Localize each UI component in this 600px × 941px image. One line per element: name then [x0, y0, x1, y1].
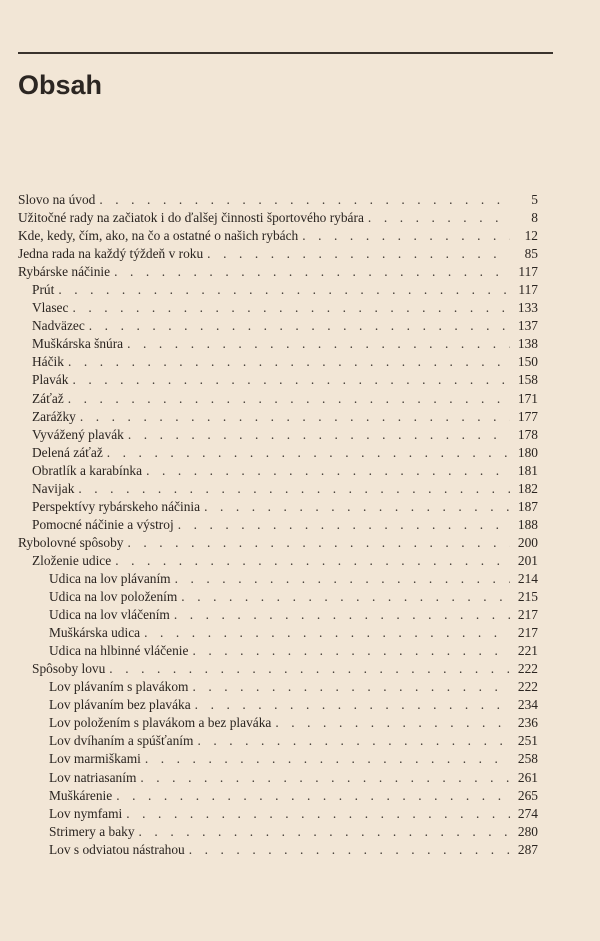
dot-leader — [89, 317, 510, 335]
toc-entry-page: 182 — [517, 480, 538, 496]
toc-entry-page: 8 — [531, 210, 538, 226]
toc-entry-page: 201 — [517, 552, 538, 568]
toc-entry-title: Nadväzec — [32, 318, 85, 334]
toc-entry-title: Zarážky — [32, 408, 76, 424]
toc-entry — [18, 227, 538, 245]
toc-entry-page: 221 — [517, 643, 538, 659]
toc-entry-title: Vyvážený plavák — [32, 426, 124, 442]
dot-leader — [146, 462, 510, 480]
toc-entry — [18, 552, 538, 570]
dot-leader — [174, 606, 510, 624]
toc-entry-title: Háčik — [32, 354, 64, 370]
toc-entry-title: Udica na hlbinné vláčenie — [49, 643, 189, 659]
toc-entry-title: Muškárenie — [49, 787, 113, 803]
toc-entry-page: 265 — [517, 787, 538, 803]
toc-entry — [18, 335, 538, 353]
toc-entry — [18, 841, 538, 859]
toc-entry-page: 222 — [517, 661, 538, 677]
toc-entry — [18, 408, 538, 426]
toc-entry-title: Obratlík a karabínka — [32, 462, 143, 478]
toc-entry — [18, 263, 538, 281]
toc-entry-title: Muškárska udica — [49, 625, 141, 641]
toc-entry-page: 217 — [517, 625, 538, 641]
dot-leader — [68, 353, 510, 371]
dot-leader — [192, 642, 510, 660]
toc-entry — [18, 606, 538, 624]
toc-entry-title: Strimery a baky — [49, 823, 135, 839]
dot-leader — [204, 498, 510, 516]
toc-entry — [18, 714, 538, 732]
toc-entry — [18, 516, 538, 534]
toc-entry-page: 171 — [517, 390, 538, 406]
toc-entry-page: 215 — [517, 589, 538, 605]
toc-entry-title: Jedna rada na každý týždeň v roku — [18, 246, 204, 262]
toc-entry-page: 187 — [517, 498, 538, 514]
toc-entry-title: Lov nymfami — [49, 805, 123, 821]
toc-entry-title: Prút — [32, 282, 55, 298]
dot-leader — [302, 227, 510, 245]
dot-leader — [178, 516, 510, 534]
toc-entry-title: Delená záťaž — [32, 444, 103, 460]
toc-entry-page: 261 — [517, 769, 538, 785]
toc-entry — [18, 787, 538, 805]
toc-entry-page: 251 — [517, 733, 538, 749]
toc-entry-title: Plavák — [32, 372, 69, 388]
toc-entry-title: Kde, kedy, čím, ako, na čo a ostatné o našich rybách — [18, 228, 299, 244]
toc-entry-page: 274 — [517, 805, 538, 821]
toc-entry — [18, 534, 538, 552]
toc-entry-page: 85 — [524, 246, 538, 262]
toc-entry — [18, 426, 538, 444]
toc-entry-page: 280 — [517, 823, 538, 839]
dot-leader — [197, 732, 510, 750]
toc-entry — [18, 823, 538, 841]
dot-leader — [145, 750, 510, 768]
dot-leader — [114, 263, 510, 281]
dot-leader — [207, 245, 510, 263]
dot-leader — [78, 480, 510, 498]
dot-leader — [127, 534, 510, 552]
toc-entry-title: Lov s odviatou nástrahou — [49, 841, 185, 857]
toc-entry-page: 5 — [531, 192, 538, 207]
dot-leader — [368, 209, 510, 227]
toc-entry — [18, 444, 538, 462]
toc-entry — [18, 750, 538, 768]
toc-entry-title: Udica na lov položením — [49, 589, 178, 605]
toc-entry — [18, 570, 538, 588]
toc-entry-page: 117 — [518, 282, 538, 298]
toc-entry-title: Udica na lov plávaním — [49, 570, 171, 586]
dot-leader — [127, 335, 510, 353]
toc-entry — [18, 678, 538, 696]
toc-entry-title: Lov dvíhaním a spúšťaním — [49, 733, 194, 749]
toc-entry-title: Lov plávaním s plavákom — [49, 679, 189, 695]
toc-entry-title: Udica na lov vláčením — [49, 607, 170, 623]
toc-entry-page: 158 — [517, 372, 538, 388]
dot-leader — [192, 678, 510, 696]
toc-entry — [18, 769, 538, 787]
toc-entry-page: 287 — [517, 841, 538, 857]
toc-entry-page: 258 — [517, 751, 538, 767]
toc-entry — [18, 317, 538, 335]
toc-entry-title: Rybolovné spôsoby — [18, 534, 124, 550]
table-of-contents — [18, 191, 538, 859]
toc-entry — [18, 281, 538, 299]
toc-entry-page: 188 — [517, 516, 538, 532]
toc-entry-page: 236 — [517, 715, 538, 731]
toc-entry-title: Navijak — [32, 480, 75, 496]
dot-leader — [139, 823, 510, 841]
toc-entry-title: Pomocné náčinie a výstroj — [32, 516, 174, 532]
toc-entry — [18, 588, 538, 606]
dot-leader — [275, 714, 510, 732]
toc-entry-title: Užitočné rady na začiatok i do ďalšej činnosti športového rybára — [18, 210, 364, 226]
toc-entry-page: 133 — [517, 300, 538, 316]
toc-entry-page: 222 — [517, 679, 538, 695]
dot-leader — [107, 444, 510, 462]
toc-entry-page: 200 — [517, 534, 538, 550]
page-title: Obsah — [18, 70, 103, 100]
toc-entry-title: Perspektívy rybárskeho náčinia — [32, 498, 201, 514]
toc-entry — [18, 805, 538, 823]
toc-entry-page: 181 — [517, 462, 538, 478]
toc-entry-page: 138 — [517, 336, 538, 352]
dot-leader — [126, 805, 510, 823]
toc-entry — [18, 498, 538, 516]
header-rule — [18, 52, 553, 54]
toc-entry — [18, 209, 538, 227]
toc-entry-page: 137 — [517, 318, 538, 334]
toc-entry — [18, 390, 538, 408]
dot-leader — [72, 371, 510, 389]
toc-entry-page: 217 — [517, 607, 538, 623]
dot-leader — [72, 299, 510, 317]
toc-entry — [18, 299, 538, 317]
toc-entry-page: 178 — [517, 426, 538, 442]
dot-leader — [128, 426, 510, 444]
toc-entry — [18, 245, 538, 263]
toc-entry-page: 12 — [524, 228, 538, 244]
toc-entry — [18, 353, 538, 371]
toc-entry — [18, 696, 538, 714]
dot-leader — [80, 408, 510, 426]
dot-leader — [181, 588, 510, 606]
dot-leader — [140, 769, 510, 787]
toc-entry-title: Záťaž — [32, 390, 64, 406]
toc-entry — [18, 660, 538, 678]
dot-leader — [144, 624, 510, 642]
dot-leader — [175, 570, 510, 588]
toc-entry-page: 234 — [517, 697, 538, 713]
toc-entry-page: 180 — [517, 444, 538, 460]
dot-leader — [58, 281, 510, 299]
toc-entry-title: Lov položením s plavákom a bez plaváka — [49, 715, 272, 731]
dot-leader — [109, 660, 510, 678]
toc-entry-page: 214 — [517, 570, 538, 586]
toc-entry-title: Slovo na úvod — [18, 192, 96, 207]
toc-entry-title: Spôsoby lovu — [32, 661, 106, 677]
dot-leader — [195, 696, 510, 714]
toc-entry — [18, 480, 538, 498]
toc-entry-title: Rybárske náčinie — [18, 264, 111, 280]
dot-leader — [99, 191, 510, 209]
toc-entry-title: Lov marmiškami — [49, 751, 141, 767]
toc-entry-title: Lov natriasaním — [49, 769, 137, 785]
toc-entry-title: Vlasec — [32, 300, 69, 316]
dot-leader — [116, 787, 510, 805]
toc-entry-title: Muškárska šnúra — [32, 336, 124, 352]
toc-entry — [18, 191, 538, 209]
toc-entry — [18, 462, 538, 480]
toc-entry-page: 117 — [518, 264, 538, 280]
toc-entry — [18, 732, 538, 750]
toc-entry — [18, 371, 538, 389]
dot-leader — [68, 390, 510, 408]
toc-entry-page: 150 — [517, 354, 538, 370]
toc-entry-title: Lov plávaním bez plaváka — [49, 697, 191, 713]
toc-entry — [18, 624, 538, 642]
toc-entry-page: 177 — [517, 408, 538, 424]
dot-leader — [189, 841, 510, 859]
dot-leader — [115, 552, 510, 570]
toc-entry — [18, 642, 538, 660]
toc-entry-title: Zloženie udice — [32, 552, 112, 568]
